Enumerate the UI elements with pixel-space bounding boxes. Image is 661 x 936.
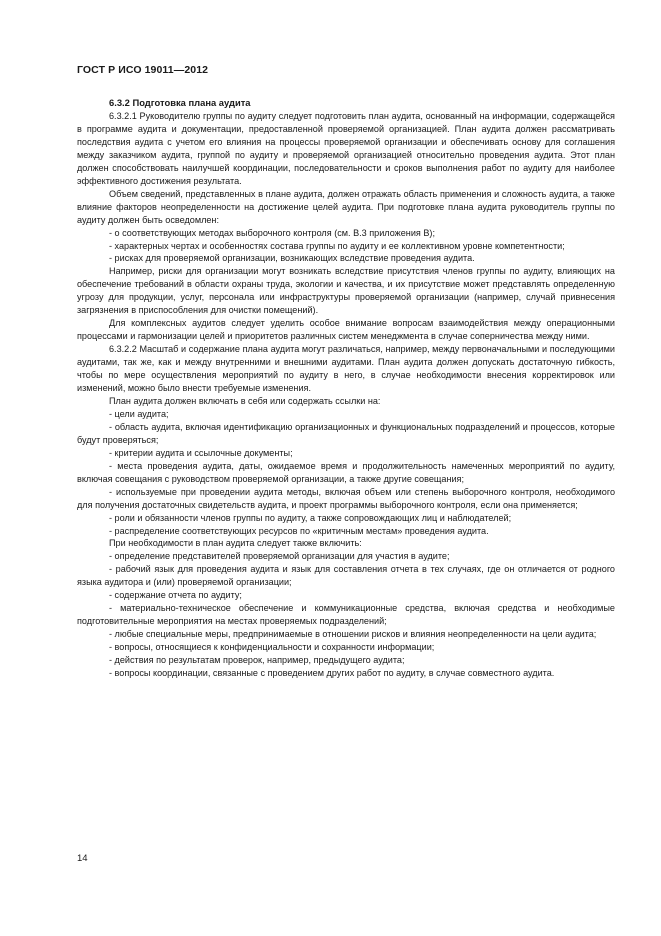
- paragraph: Для комплексных аудитов следует уделить особое внимание вопросам взаимодействия между операционными процессами и гармонизации целей и приоритетов различных систем менеджмента в случае соперничества между ними.: [77, 318, 615, 342]
- list-item: - о соответствующих методах выборочного контроля (см. В.3 приложения В);: [109, 227, 435, 238]
- list-item: - любые специальные меры, предпринимаемые в отношении рисков и влияния неопределенности на цели аудита;: [109, 629, 597, 640]
- document-body: [77, 96, 615, 680]
- list-item: - роли и обязанности членов группы по аудиту, а также сопровождающих лиц и наблюдателей;: [109, 512, 512, 523]
- paragraph: План аудита должен включать в себя или содержать ссылки на:: [109, 395, 381, 406]
- document-header: ГОСТ Р ИСО 19011—2012: [77, 64, 209, 76]
- list-item: - вопросы координации, связанные с проведением других работ по аудиту, в случае совместного аудита.: [109, 667, 555, 678]
- paragraph: 6.3.2.1 Руководителю группы по аудиту следует подготовить план аудита, основанный на информации, содержащейся в программе аудита и документации, предоставленной проверяемой организацией. План аудита должен рассматривать последствия аудита с учетом его влияния на процессы проверяемой организации и обеспечивать основу для соглашения между заказчиком аудита, группой по аудиту и проверяемой организацией относительно проведения аудита. Этот план должен способствовать наилучшей координации, последовательности и сроков выполнения работ по аудиту для наиболее эффективного достижения результата.: [77, 111, 615, 186]
- list-item: - вопросы, относящиеся к конфиденциальности и сохранности информации;: [109, 642, 435, 653]
- list-item: - содержание отчета по аудиту;: [109, 590, 242, 601]
- list-item: - характерных чертах и особенностях состава группы по аудиту и ее коллективном уровне компетентности;: [109, 240, 565, 251]
- list-item: - цели аудита;: [109, 408, 169, 419]
- paragraph: Объем сведений, представленных в плане аудита, должен отражать область применения и сложность аудита, а также влияние факторов неопределенности на достижение целей аудита. При подготовке плана аудита руководитель группы по аудиту должен быть осведомлен:: [77, 188, 615, 225]
- list-item: - места проведения аудита, даты, ожидаемое время и продолжительность намеченных мероприятий по аудиту, включая совещания с руководством проверяемой организации, а также другие совещания;: [77, 460, 615, 484]
- page-number: 14: [77, 853, 88, 864]
- list-item: - критерии аудита и ссылочные документы;: [109, 447, 293, 458]
- list-item: - рисках для проверяемой организации, возникающих вследствие проведения аудита.: [109, 253, 475, 264]
- list-item: - материально-техническое обеспечение и коммуникационные средства, включая средства и необходимые подготовительные мероприятия на местах проверяемых подразделений;: [77, 603, 615, 627]
- list-item: - область аудита, включая идентификацию организационных и функциональных подразделений и процессов, которые будут проверяться;: [77, 421, 615, 445]
- paragraph: При необходимости в план аудита следует также включить:: [109, 538, 362, 549]
- section-title: 6.3.2 Подготовка плана аудита: [109, 97, 251, 108]
- list-item: - рабочий язык для проведения аудита и язык для составления отчета в тех случаях, где он отличается от родного языка аудитора и (или) проверяемой организации;: [77, 564, 615, 588]
- list-item: - действия по результатам проверок, например, предыдущего аудита;: [109, 655, 405, 666]
- list-item: - используемые при проведении аудита методы, включая объем или степень выборочного контроля, необходимого для получения достаточных свидетельств аудита, и проект программы выборочного контроля, если она применяется;: [77, 486, 615, 510]
- paragraph: Например, риски для организации могут возникать вследствие присутствия членов группы по аудиту, влияющих на обеспечение требований в области охраны труда, экологии и качества, и их присутствие может представлять определенную угрозу для продукции, услуг, персонала или инфраструктуры проверяемой организации (например, случай привнесения загрязнения в приспособления для очистки помещений).: [77, 266, 615, 316]
- paragraph: 6.3.2.2 Масштаб и содержание плана аудита могут различаться, например, между первоначальными и последующими аудитами, так же, как и между внутренними и внешними аудитами. План аудита должен допускать достаточную гибкость, чтобы по мере осуществления мероприятий по аудиту в него, в случае необходимости внесения корректировок или изменений, можно было внести требуемые изменения.: [77, 344, 615, 394]
- list-item: - распределение соответствующих ресурсов по «критичным местам» проведения аудита.: [109, 525, 489, 536]
- list-item: - определение представителей проверяемой организации для участия в аудите;: [109, 551, 450, 562]
